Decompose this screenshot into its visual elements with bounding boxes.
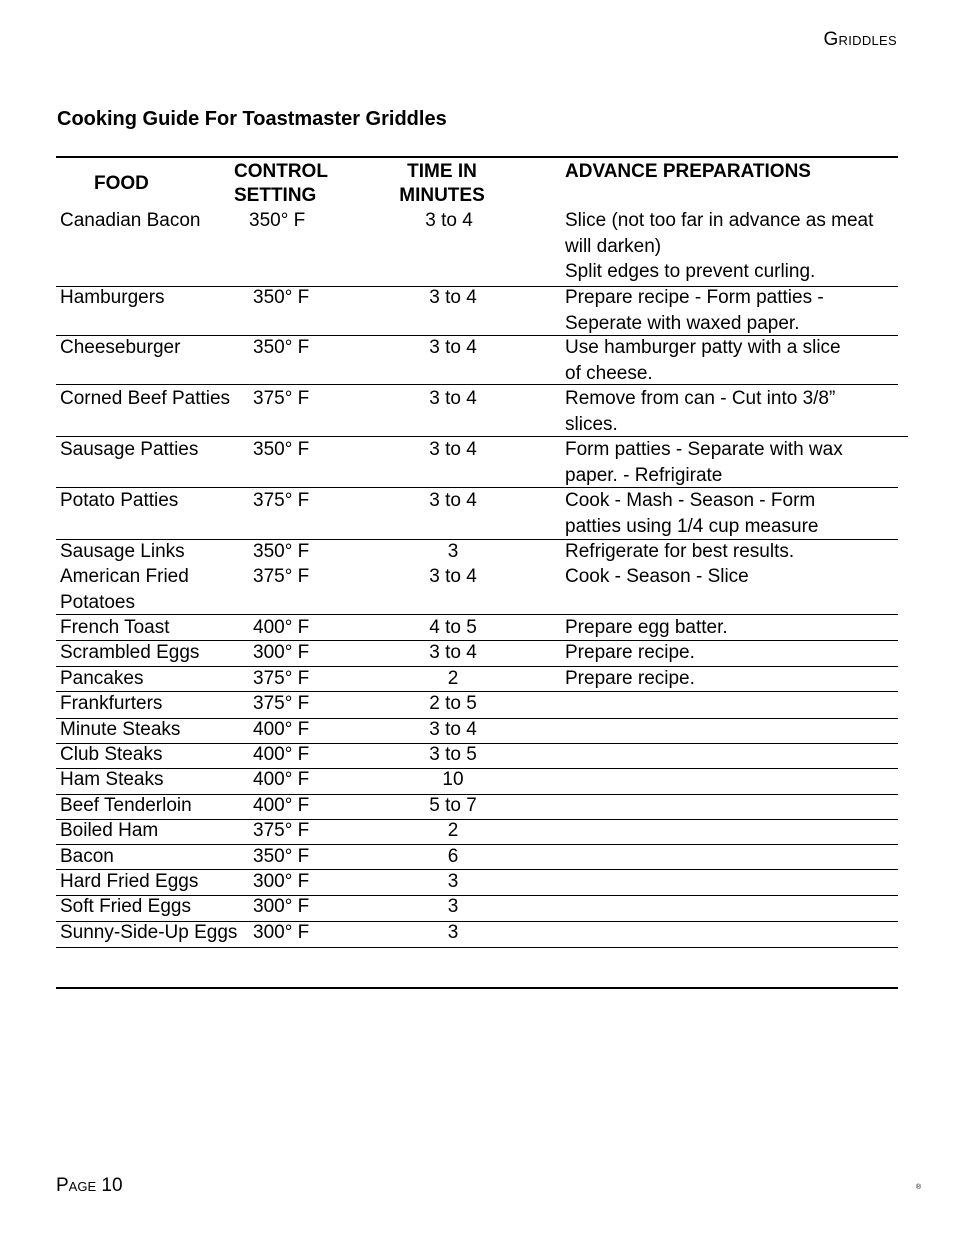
food-cell: Scrambled Eggs xyxy=(60,642,200,663)
column-header-time-line2: MINUTES xyxy=(399,185,485,206)
food-cell: Club Steaks xyxy=(60,744,163,765)
food-cell: Minute Steaks xyxy=(60,719,181,740)
prep-line: patties using 1/4 cup measure xyxy=(565,515,819,537)
row-divider xyxy=(56,539,898,540)
setting-cell: 375° F xyxy=(253,388,310,409)
prep-line: Seperate with waxed paper. xyxy=(565,312,800,334)
row-divider xyxy=(56,819,898,820)
food-cell: Potatoes xyxy=(60,592,135,613)
setting-cell: 375° F xyxy=(253,693,310,714)
setting-cell: 350° F xyxy=(253,541,310,562)
row-divider xyxy=(56,794,898,795)
column-header-control-line1: CONTROL xyxy=(234,161,328,182)
table-bottom-rule xyxy=(56,987,898,989)
prep-line: Cook - Season - Slice xyxy=(565,566,749,587)
setting-cell: 400° F xyxy=(253,795,310,816)
setting-cell: 400° F xyxy=(253,617,310,638)
time-cell: 3 xyxy=(447,896,459,917)
setting-cell: 300° F xyxy=(253,871,310,892)
prep-line: Prepare egg batter. xyxy=(565,617,728,638)
food-cell: Soft Fried Eggs xyxy=(60,896,191,917)
row-divider xyxy=(56,666,898,667)
row-divider xyxy=(56,718,898,719)
food-cell: Sunny-Side-Up Eggs xyxy=(60,922,238,943)
setting-cell: 300° F xyxy=(253,642,310,663)
section-header: Griddles xyxy=(823,29,897,50)
row-divider xyxy=(56,947,898,948)
time-cell: 3 to 4 xyxy=(429,439,477,460)
time-cell: 3 to 4 xyxy=(429,388,477,409)
time-cell: 2 to 5 xyxy=(429,693,477,714)
time-cell: 3 to 4 xyxy=(429,719,477,740)
prep-line: Prepare recipe. xyxy=(565,668,695,689)
setting-cell: 375° F xyxy=(253,820,310,841)
column-header-time-line1: TIME IN xyxy=(407,161,477,182)
time-cell: 10 xyxy=(442,769,464,790)
prep-line: Slice (not too far in advance as meat xyxy=(565,210,874,231)
row-divider xyxy=(56,691,898,692)
setting-cell: 350° F xyxy=(249,210,306,231)
setting-cell: 300° F xyxy=(253,922,310,943)
food-cell: Cheeseburger xyxy=(60,337,181,358)
setting-cell: 375° F xyxy=(253,566,310,587)
setting-cell: 350° F xyxy=(253,287,310,308)
setting-cell: 375° F xyxy=(253,668,310,689)
time-cell: 3 to 4 xyxy=(429,337,477,358)
column-header-food: FOOD xyxy=(94,173,149,194)
prep-line: Form patties - Separate with wax xyxy=(565,439,843,460)
prep-line: will darken) xyxy=(565,235,662,257)
prep-line: paper. - Refrigirate xyxy=(565,464,723,486)
prep-line: Prepare recipe - Form patties - xyxy=(565,287,824,308)
row-divider xyxy=(56,487,898,488)
time-cell: 6 xyxy=(447,846,459,867)
food-cell: Pancakes xyxy=(60,668,144,689)
row-divider xyxy=(56,921,898,922)
food-cell: Hard Fried Eggs xyxy=(60,871,199,892)
time-cell: 3 xyxy=(447,871,459,892)
time-cell: 3 to 5 xyxy=(429,744,477,765)
time-cell: 3 xyxy=(447,541,459,562)
row-divider xyxy=(56,436,908,437)
food-cell: Ham Steaks xyxy=(60,769,164,790)
time-cell: 3 to 4 xyxy=(425,210,473,231)
food-cell: Frankfurters xyxy=(60,693,163,714)
food-cell: Sausage Links xyxy=(60,541,185,562)
food-cell: Hamburgers xyxy=(60,287,165,308)
registered-mark: ® xyxy=(915,1184,921,1191)
row-divider xyxy=(56,335,898,336)
row-divider xyxy=(56,743,898,744)
setting-cell: 350° F xyxy=(253,337,310,358)
table-top-rule xyxy=(56,156,898,158)
page-number: Page 10 xyxy=(56,1175,123,1196)
food-cell: Beef Tenderloin xyxy=(60,795,192,816)
food-cell: Bacon xyxy=(60,846,114,867)
prep-line: Remove from can - Cut into 3/8” xyxy=(565,388,836,409)
row-divider xyxy=(56,869,898,870)
time-cell: 5 to 7 xyxy=(429,795,477,816)
time-cell: 2 xyxy=(447,668,459,689)
food-cell: Boiled Ham xyxy=(60,820,159,841)
food-cell: Potato Patties xyxy=(60,490,179,511)
prep-line: Use hamburger patty with a slice xyxy=(565,337,841,358)
column-header-time xyxy=(396,160,488,208)
time-cell: 3 xyxy=(447,922,459,943)
setting-cell: 375° F xyxy=(253,490,310,511)
time-cell: 3 to 4 xyxy=(429,490,477,511)
food-cell: French Toast xyxy=(60,617,170,638)
row-divider xyxy=(56,844,898,845)
prep-line: slices. xyxy=(565,413,618,435)
row-divider xyxy=(56,640,898,641)
column-header-prep: ADVANCE PREPARATIONS xyxy=(565,161,811,182)
row-divider xyxy=(56,768,898,769)
prep-line: of cheese. xyxy=(565,362,653,384)
row-divider xyxy=(56,384,898,385)
setting-cell: 350° F xyxy=(253,846,310,867)
food-cell: Canadian Bacon xyxy=(60,210,201,231)
column-header-control-line2: SETTING xyxy=(234,185,317,206)
row-divider xyxy=(56,895,898,896)
food-cell: Corned Beef Patties xyxy=(60,388,231,409)
prep-line: Cook - Mash - Season - Form xyxy=(565,490,816,511)
prep-line: Refrigerate for best results. xyxy=(565,541,795,562)
column-header-control xyxy=(234,160,328,208)
row-divider xyxy=(56,286,898,287)
time-cell: 4 to 5 xyxy=(429,617,477,638)
time-cell: 3 to 4 xyxy=(429,642,477,663)
setting-cell: 300° F xyxy=(253,896,310,917)
setting-cell: 400° F xyxy=(253,719,310,740)
row-divider xyxy=(56,614,898,615)
time-cell: 2 xyxy=(447,820,459,841)
setting-cell: 400° F xyxy=(253,769,310,790)
setting-cell: 400° F xyxy=(253,744,310,765)
time-cell: 3 to 4 xyxy=(429,566,477,587)
food-cell: Sausage Patties xyxy=(60,439,199,460)
prep-line: Split edges to prevent curling. xyxy=(565,261,816,282)
time-cell: 3 to 4 xyxy=(429,287,477,308)
setting-cell: 350° F xyxy=(253,439,310,460)
page-title: Cooking Guide For Toastmaster Griddles xyxy=(57,108,447,130)
prep-line: Prepare recipe. xyxy=(565,642,695,663)
food-cell: American Fried xyxy=(60,566,189,587)
